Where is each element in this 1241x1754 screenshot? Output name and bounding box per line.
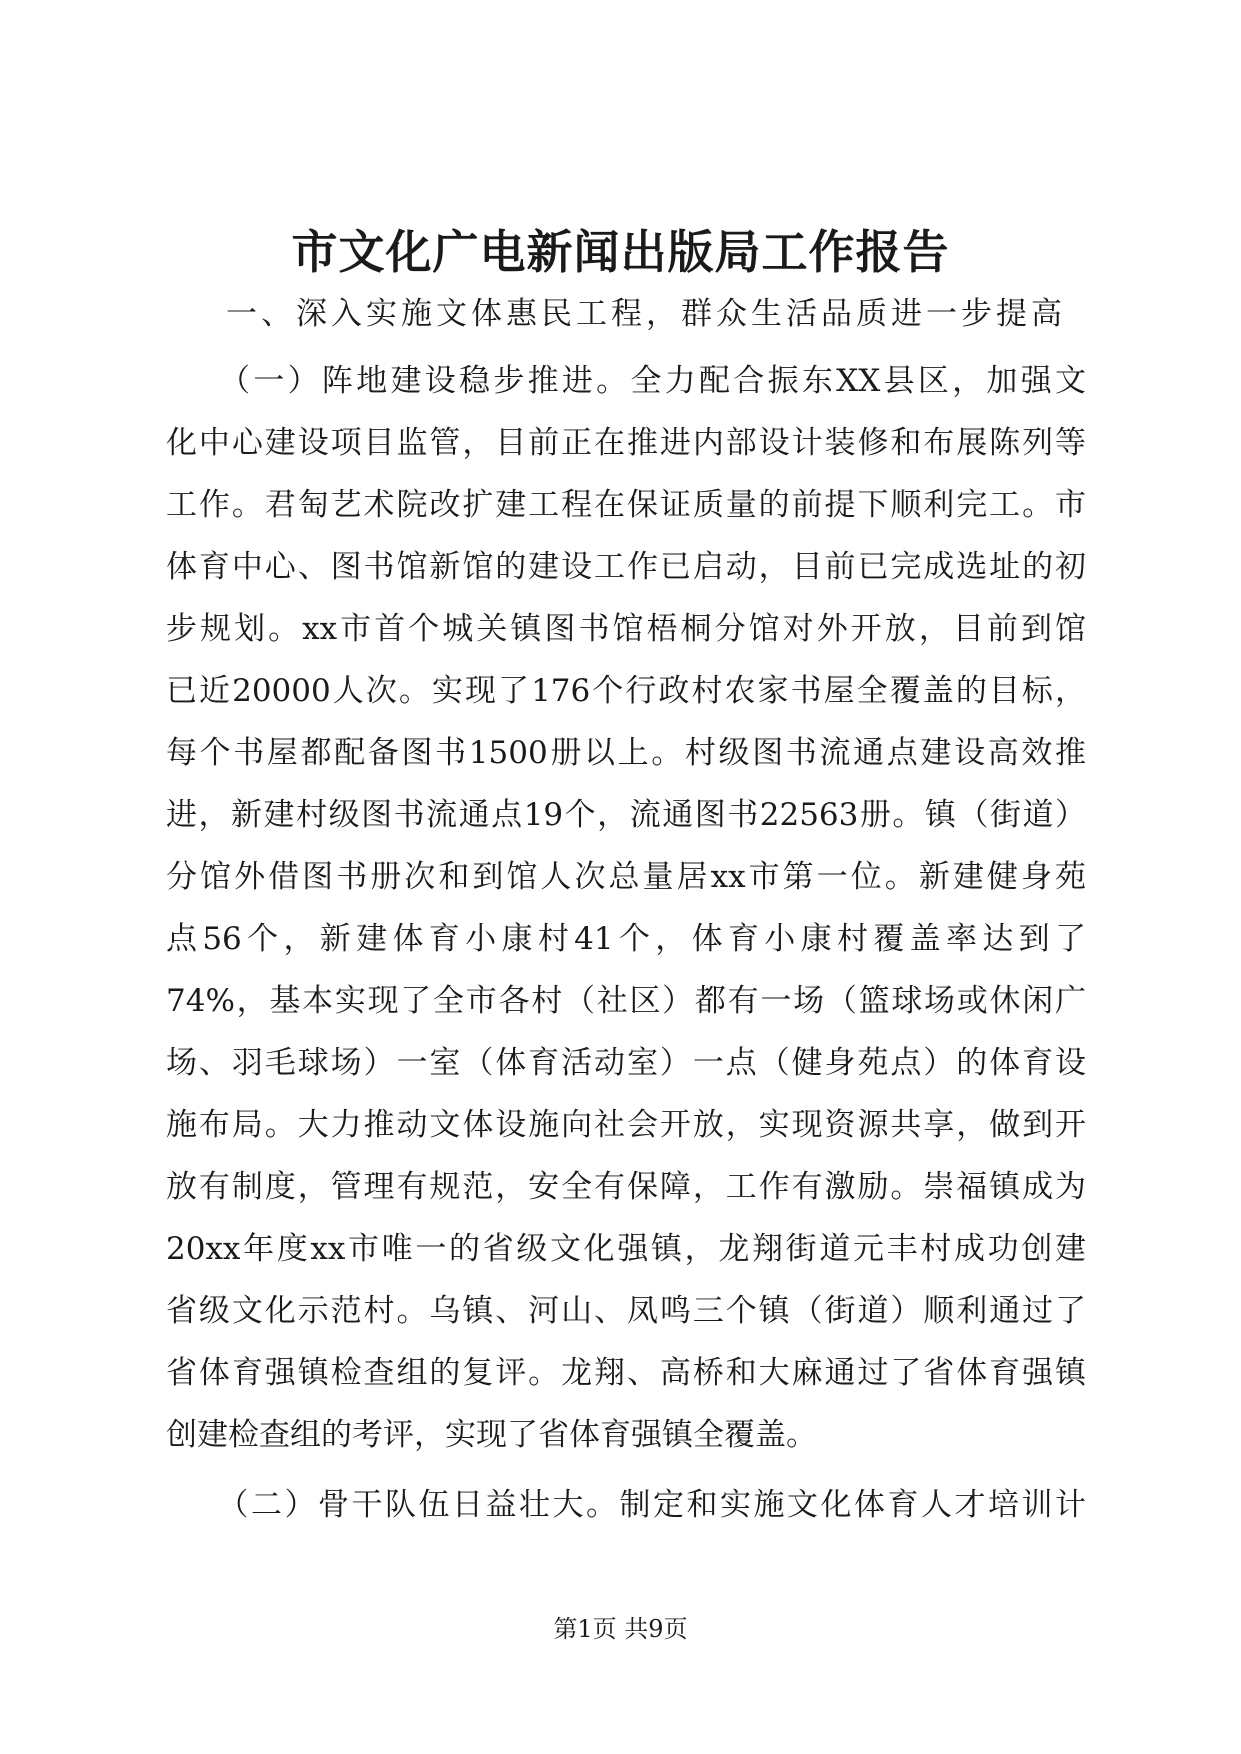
paragraph-talent [166, 1474, 1086, 1536]
paragraph-line: 分馆外借图书册次和到馆人次总量居xx市第一位。新建健身苑 [166, 859, 1086, 895]
paragraph-line: 创建检查组的考评，实现了省体育强镇全覆盖。 [166, 1417, 817, 1453]
paragraph-line: 放有制度，管理有规范，安全有保障，工作有激励。崇福镇成为 [166, 1169, 1086, 1205]
paragraph-line: 施布局。大力推动文体设施向社会开放，实现资源共享，做到开 [166, 1107, 1086, 1143]
paragraph-line: 步规划。xx市首个城关镇图书馆梧桐分馆对外开放，目前到馆 [166, 611, 1086, 647]
section-heading: 一、深入实施文体惠民工程，群众生活品质进一步提高 [226, 296, 1066, 332]
paragraph-line: 化中心建设项目监管，目前正在推进内部设计装修和布展陈列等 [166, 425, 1086, 461]
paragraph-line: 20xx年度xx市唯一的省级文化强镇，龙翔街道元丰村成功创建 [166, 1231, 1086, 1267]
paragraph-line: 每个书屋都配备图书1500册以上。村级图书流通点建设高效推 [166, 735, 1086, 771]
paragraph-line: （二）骨干队伍日益壮大。制定和实施文化体育人才培训计 [166, 1487, 1086, 1523]
paragraph-line: 省级文化示范村。乌镇、河山、凤鸣三个镇（街道）顺利通过了 [166, 1293, 1086, 1329]
paragraph-line: 点56个，新建体育小康村41个，体育小康村覆盖率达到了 [166, 921, 1086, 957]
paragraph-line: 74%，基本实现了全市各村（社区）都有一场（篮球场或休闲广 [166, 983, 1086, 1019]
paragraph-facilities [166, 350, 1086, 1466]
paragraph-line: 场、羽毛球场）一室（体育活动室）一点（健身苑点）的体育设 [166, 1045, 1086, 1081]
page-footer: 第1页 共9页 [553, 1615, 688, 1643]
document-title: 市文化广电新闻出版局工作报告 [291, 225, 950, 279]
paragraph-line: （一）阵地建设稳步推进。全力配合振东XX县区，加强文 [166, 363, 1086, 399]
paragraph-line: 省体育强镇检查组的复评。龙翔、高桥和大麻通过了省体育强镇 [166, 1355, 1086, 1391]
paragraph-line: 已近20000人次。实现了176个行政村农家书屋全覆盖的目标， [166, 673, 1086, 709]
paragraph-line: 进，新建村级图书流通点19个，流通图书22563册。镇（街道） [166, 797, 1086, 833]
paragraph-line: 工作。君匋艺术院改扩建工程在保证质量的前提下顺利完工。市 [166, 487, 1086, 523]
paragraph-line: 体育中心、图书馆新馆的建设工作已启动，目前已完成选址的初 [166, 549, 1086, 585]
